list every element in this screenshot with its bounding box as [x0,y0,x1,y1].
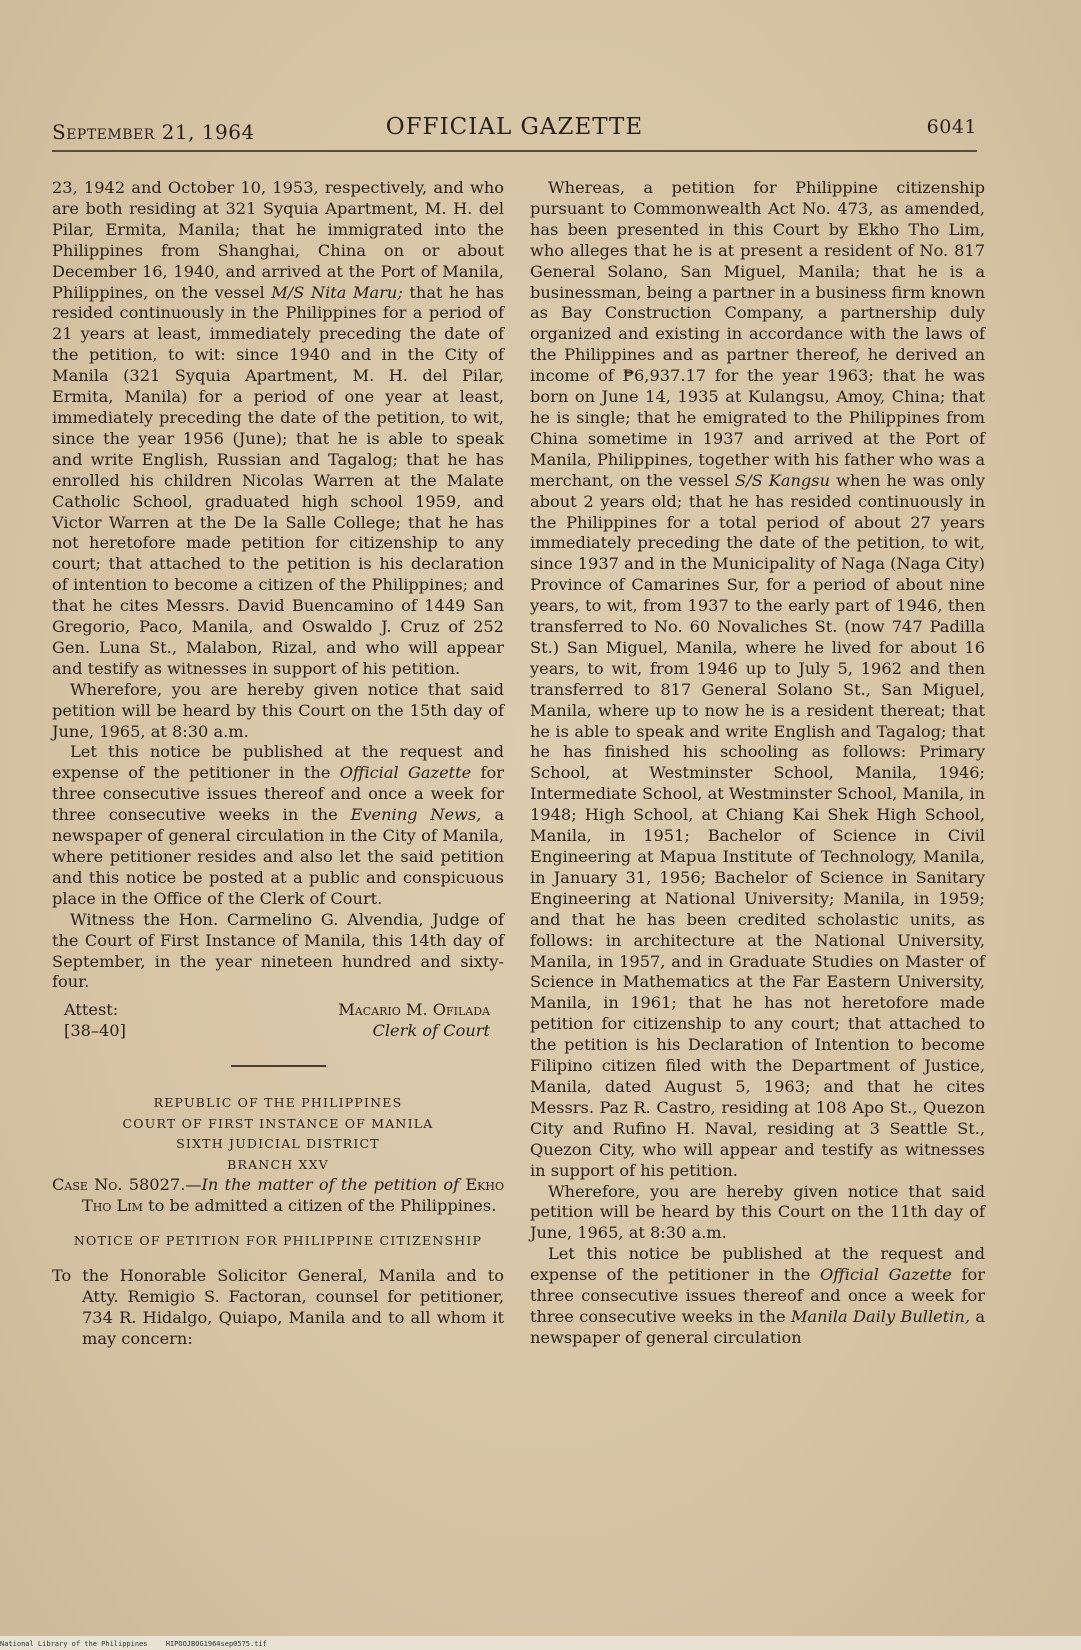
attest-reference: [38–40] [64,1021,126,1041]
address-paragraph: To the Honorable Solicitor General, Manila and to Atty. Remigio S. Factoran, counsel for petitioner, 734 R. Hidalgo, Quiapo, Manila and to all whom it may concern: [52,1266,504,1348]
clerk-name: Macario M. Ofilada [338,1000,490,1020]
scan-footer [0,1640,400,1650]
page-number: 6041 [926,116,977,138]
paragraph: Let this notice be published at the request and expense of the petitioner in the Official Gazette for three consecutive issues thereof and once a week for three consecutive weeks in the Manila Daily Bulletin, a newspaper of general circulation [530,1244,985,1347]
caption-line: REPUBLIC OF THE PHILIPPINES [153,1095,403,1111]
page-header [52,114,977,150]
header-date: September 21, 1964 [52,120,255,144]
caption-line: BRANCH XXV [227,1156,329,1172]
left-column [52,178,504,1350]
clerk-title: Clerk of Court [372,1021,490,1041]
right-column [530,178,985,1349]
paragraph: Wherefore, you are hereby given notice that said petition will be heard by this Court on the 11th day of June, 1965, at 8:30 a.m. [530,1181,985,1243]
paragraph: Whereas, a petition for Philippine citizenship pursuant to Commonwealth Act No. 473, as amended, has been presented in this Court by Ekho Tho Lim, who alleges that he is at present a resident of No. 817 General Solano, San Miguel, Manila; that he is a businessman, being a partner in a business firm known as Bay Construction Company, a partnership duly organized and existing in accordance with the laws of the Philippines and as partner thereof, he derived an income of ₱6,937.17 for the year 1963; that he was born on June 14, 1935 at Kulangsu, Amoy, China; that he is single; that he emigrated to the Philippines from China sometime in 1937 and arrived at the Port of Manila, Philippines, together with his father who was a merchant, on the vessel S/S Kangsu when he was only about 2 years old; that he has resided continuously in the Philippines for a total period of about 27 years immediately preceding the date of the petition, to wit, since 1937 and in the Municipality of Naga (Naga City) Province of Camarines Sur, for a period of about nine years, to wit, from 1937 to the early part of 1946, then transferred to No. 60 Novaliches St. (now 747 Padilla St.) San Miguel, Manila, where he lived for about 16 years, to wit, from 1946 up to July 5, 1962 and then transferred to 817 General Solano St., San Miguel, Manila, where up to now he is a resident thereat; that he is able to speak and write English and Tagalog; that he has finished his schooling as follows: Primary School, at Westminster School, Manila, 1946; Intermediate School, at Westminster School, Manila, in 1948; High School, at Chiang Kai Shek High School, Manila, in 1951; Bachelor of Science in Civil Engineering at Mapua Institute of Technology, Manila, in January 31, 1956; Bachelor of Science in Sanitary Engineering at National University; Manila, in 1959; and that he has been credited scholastic units, as follows: in architecture at the National University, Manila, in 1957, and in Graduate Studies on Master of Science in Mathematics at the Far Eastern University, Manila, in 1961; that he has not heretofore made petition for citizenship to any court; that attached to the petition is his Declaration of Intention to become Filipino citizen filed with the Department of Justice, Manila, dated August 5, 1963; and that he cites Messrs. Paz R. Castro, residing at 108 Apo St., Quezon City and Rufino H. Naval, residing at 3 Seattle St., Quezon City, who will appear and testify as witnesses in support of his petition. [530,178,985,1180]
library-credit: National Library of the Philippines [0,1640,148,1648]
attest-label: Attest: [64,1000,119,1020]
header-rule [52,150,977,152]
header-title: OFFICIAL GAZETTE [385,114,644,140]
file-identifier: HIPOOJBOG1964sep0575.tif [165,1640,267,1648]
paragraph: Witness the Hon. Carmelino G. Alvendia, Judge of the Court of First Instance of Manila, this 14th day of September, in the year nineteen hundred and sixty-four. [52,909,504,992]
section-divider [231,1065,326,1067]
paragraph: Let this notice be published at the request and expense of the petitioner in the Official Gazette for three consecutive issues thereof and once a week for three consecutive weeks in the Evening News, a newspaper of general circulation in the City of Manila, where petitioner resides and also let the said petition and this notice be posted at a public and conspicuous place in the Office of the Clerk of Court. [52,742,504,908]
attestation-block [52,999,504,1043]
caption-line: COURT OF FIRST INSTANCE OF MANILA [122,1115,434,1131]
court-caption [52,1093,504,1175]
notice-heading: NOTICE OF PETITION FOR PHILIPPINE CITIZENSHIP [73,1233,483,1249]
paragraph: 23, 1942 and October 10, 1953, respectively, and who are both residing at 321 Syquia Apartment, M. H. del Pilar, Ermita, Manila; that he immigrated into the Philippines from Shanghai, China on or about December 16, 1940, and arrived at the Port of Manila, Philippines, on the vessel M/S Nita Maru; that he has resided continuously in the Philippines for a period of 21 years at least, immediately preceding the date of the petition, to wit: since 1940 and in the City of Manila (321 Syquia Apartment, M. H. del Pilar, Ermita, Manila) for a period of one year at least, immediately preceding the date of the petition, to wit, since the year 1956 (June); that he is able to speak and write English, Russian and Tagalog; that he has enrolled his children Nicolas Warren at the Malate Catholic School, graduated high school 1959, and Victor Warren at the De la Salle College; that he has not heretofore made petition for citizenship to any court; that attached to the petition is his declaration of intention to become a citizen of the Philippines; and that he cites Messrs. David Buencamino of 1449 San Gregorio, Paco, Manila, and Oswaldo J. Cruz of 252 Gen. Luna St., Malabon, Rizal, and who will appear and testify as witnesses in support of his petition. [52,178,504,678]
paragraph: Wherefore, you are hereby given notice that said petition will be heard by this Court on the 15th day of June, 1965, at 8:30 a.m. [52,679,504,741]
caption-line: SIXTH JUDICIAL DISTRICT [176,1136,380,1152]
case-title: Case No. 58027.—In the matter of the petition of Ekho Tho Lim to be admitted a citizen of the Philippines. [52,1175,504,1216]
